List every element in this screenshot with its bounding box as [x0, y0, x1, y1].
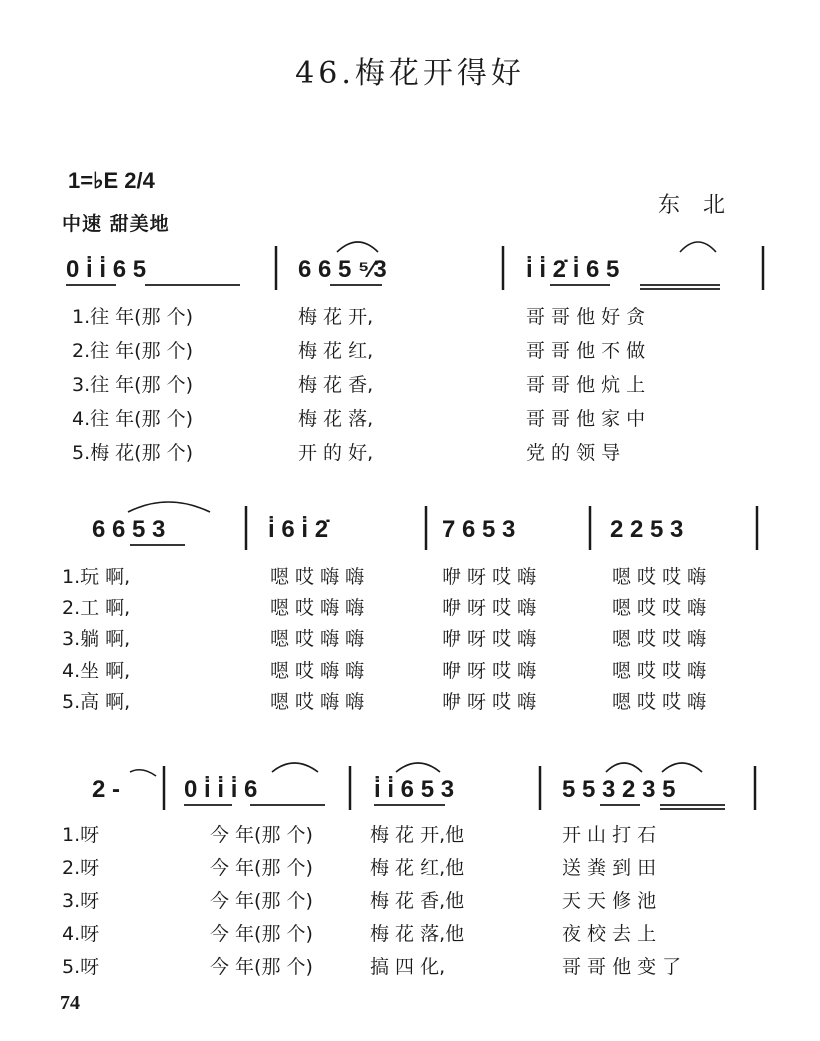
lyric-2-4-4: 嗯 哎 哎 嗨	[612, 660, 707, 682]
measure-3-2: 0 i̇ i̇ i̇ 6	[184, 776, 258, 803]
page-number: 74	[60, 992, 80, 1014]
measure-2-3: 7 6 5 3	[442, 516, 516, 543]
slur	[272, 763, 318, 772]
lyric-1-1-2: 梅 花 开,	[298, 306, 374, 328]
measure-3-3: i̇ i̇ 6 5 3	[374, 776, 455, 803]
lyric-2-1-3: 咿 呀 哎 嗨	[442, 566, 537, 588]
lyric-3-3-2: 今 年(那 个)	[210, 890, 313, 912]
lyric-3-3-4: 天 天 修 池	[562, 890, 657, 912]
lyric-3-1-2: 今 年(那 个)	[210, 824, 313, 846]
lyric-2-1-1: 1.玩 啊,	[62, 566, 131, 588]
lyric-2-1-2: 嗯 哎 嗨 嗨	[270, 566, 365, 588]
measure-1-1: 0 i̇ i̇ 6 5	[66, 256, 147, 283]
lyric-3-1-4: 开 山 打 石	[562, 824, 657, 846]
lyric-2-4-2: 嗯 哎 嗨 嗨	[270, 660, 365, 682]
lyric-3-5-4: 哥 哥 他 变 了	[562, 956, 682, 978]
measure-2-1: 6 6 5 3	[92, 516, 166, 543]
slur	[396, 763, 440, 772]
lyric-3-2-4: 送 粪 到 田	[562, 857, 657, 879]
lyric-1-5-3: 党 的 领 导	[526, 442, 621, 464]
song-origin: 东 北	[658, 193, 733, 218]
lyric-2-5-1: 5.高 啊,	[62, 691, 131, 713]
lyric-3-1-3: 梅 花 开,他	[370, 824, 465, 846]
lyric-2-2-4: 嗯 哎 哎 嗨	[612, 597, 707, 619]
lyric-2-3-2: 嗯 哎 嗨 嗨	[270, 628, 365, 650]
lyric-2-4-3: 咿 呀 哎 嗨	[442, 660, 537, 682]
lyric-1-3-1: 3.往 年(那 个)	[72, 374, 194, 396]
slur	[337, 242, 378, 252]
lyric-3-4-2: 今 年(那 个)	[210, 923, 313, 945]
slur	[680, 242, 716, 252]
lyric-1-2-1: 2.往 年(那 个)	[72, 340, 194, 362]
measure-3-4: 5 5 3 2 3 5	[562, 776, 676, 803]
lyric-2-4-1: 4.坐 啊,	[62, 660, 131, 682]
lyric-3-2-2: 今 年(那 个)	[210, 857, 313, 879]
lyric-1-4-3: 哥 哥 他 家 中	[526, 408, 646, 430]
lyric-1-4-1: 4.往 年(那 个)	[72, 408, 194, 430]
lyric-1-2-2: 梅 花 红,	[298, 340, 374, 362]
lyric-3-2-1: 2.呀	[62, 857, 100, 879]
measure-1-2: 6 6 5 ⁵⁄3	[298, 256, 387, 283]
beam-lines	[66, 285, 725, 809]
tempo-marking: 中速 甜美地	[62, 213, 170, 235]
lyric-3-5-1: 5.呀	[62, 956, 100, 978]
lyric-2-2-3: 咿 呀 哎 嗨	[442, 597, 537, 619]
lyric-1-1-1: 1.往 年(那 个)	[72, 306, 194, 328]
lyric-3-1-1: 1.呀	[62, 824, 100, 846]
lyric-2-1-4: 嗯 哎 哎 嗨	[612, 566, 707, 588]
lyric-1-1-3: 哥 哥 他 好 贪	[526, 306, 646, 328]
lyric-3-2-3: 梅 花 红,他	[370, 857, 465, 879]
lyric-1-4-2: 梅 花 落,	[298, 408, 374, 430]
lyric-3-3-1: 3.呀	[62, 890, 100, 912]
lyric-1-3-3: 哥 哥 他 炕 上	[526, 374, 646, 396]
lyric-2-2-1: 2.工 啊,	[62, 597, 131, 619]
lyric-2-3-3: 咿 呀 哎 嗨	[442, 628, 537, 650]
lyric-3-5-2: 今 年(那 个)	[210, 956, 313, 978]
lyric-1-2-3: 哥 哥 他 不 做	[526, 340, 646, 362]
lyric-3-3-3: 梅 花 香,他	[370, 890, 465, 912]
measure-2-2: i̇ 6 i̇ 2̇	[268, 516, 329, 543]
slur	[128, 502, 210, 512]
slur	[662, 763, 702, 772]
lyric-3-4-1: 4.呀	[62, 923, 100, 945]
fermata-mark	[130, 770, 156, 776]
slur	[606, 763, 642, 772]
song-title: 46.梅花开得好	[295, 56, 525, 91]
lyric-3-5-3: 搞 四 化,	[370, 956, 446, 978]
lyric-2-3-4: 嗯 哎 哎 嗨	[612, 628, 707, 650]
lyric-3-4-3: 梅 花 落,他	[370, 923, 465, 945]
measure-2-4: 2 2 5 3	[610, 516, 684, 543]
lyric-1-5-2: 开 的 好,	[298, 442, 374, 464]
lyric-2-3-1: 3.躺 啊,	[62, 628, 131, 650]
lyric-2-5-4: 嗯 哎 哎 嗨	[612, 691, 707, 713]
lyric-2-5-2: 嗯 哎 嗨 嗨	[270, 691, 365, 713]
measure-1-3: i̇ i̇ 2̇ i̇ 6 5	[526, 256, 620, 283]
slurs	[128, 242, 716, 776]
bar-lines	[164, 246, 763, 810]
lyric-1-3-2: 梅 花 香,	[298, 374, 374, 396]
lyric-1-5-1: 5.梅 花(那 个)	[72, 442, 194, 464]
key-signature: 1=♭E 2/4	[68, 168, 155, 193]
lyric-3-4-4: 夜 校 去 上	[562, 923, 657, 945]
lyric-2-2-2: 嗯 哎 嗨 嗨	[270, 597, 365, 619]
measure-3-1: 2 -	[92, 776, 121, 803]
lyric-2-5-3: 咿 呀 哎 嗨	[442, 691, 537, 713]
